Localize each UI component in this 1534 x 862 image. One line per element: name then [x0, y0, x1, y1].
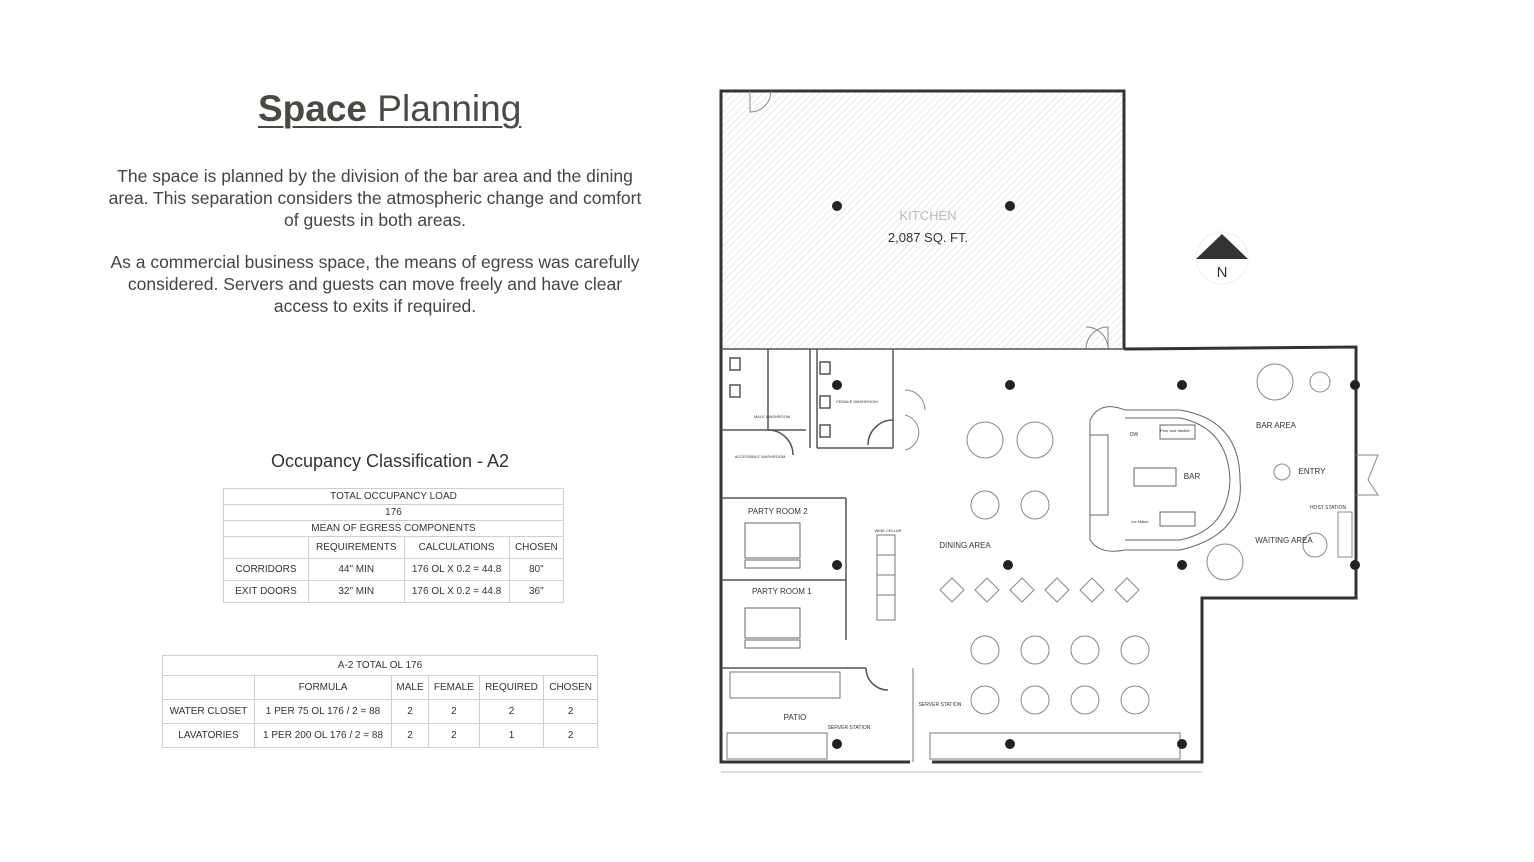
- column: [1005, 201, 1015, 211]
- table-cell: 36": [509, 581, 563, 603]
- column: [832, 201, 842, 211]
- female-washroom-label: FEMALE WASHROOM: [836, 399, 878, 404]
- kitchen-label: KITCHEN: [899, 208, 957, 223]
- table-cell: EXIT DOORS: [224, 581, 309, 603]
- dining-tables: [905, 390, 1149, 714]
- floor-plan: [700, 80, 1400, 800]
- patio-label: PATIO: [783, 713, 807, 722]
- table-cell: 1: [479, 724, 544, 748]
- party-room-2-label: PARTY ROOM 2: [748, 507, 808, 516]
- dw-label: DW: [1129, 432, 1139, 438]
- table-header: CHOSEN: [544, 676, 598, 700]
- server-station-label-2: SERVER STATION: [918, 702, 962, 708]
- table-cell: 44" MIN: [309, 559, 405, 581]
- table-header: REQUIRED: [479, 676, 544, 700]
- table-cell: 2: [544, 724, 598, 748]
- pour-station-label: Pour and distiller: [1160, 428, 1190, 433]
- host-station-label: HOST STATION: [1309, 505, 1347, 511]
- occupancy-title: Occupancy Classification - A2: [270, 451, 510, 471]
- total-occupancy-label: TOTAL OCCUPANCY LOAD: [224, 489, 564, 505]
- title-light: Planning: [377, 88, 522, 129]
- table-cell: 2: [428, 700, 479, 724]
- bar-area-seating: [1207, 364, 1378, 580]
- table-header: FEMALE: [428, 676, 479, 700]
- title-bold: Space: [258, 88, 368, 129]
- egress-paragraph: As a commercial business space, the means of egress was carefully considered. Servers and guests can move freely and have clear access to exits if required.: [110, 252, 640, 316]
- table-header: MALE: [392, 676, 429, 700]
- table-header: FORMULA: [255, 676, 392, 700]
- table-cell: 176 OL X 0.2 = 44.8: [404, 581, 509, 603]
- table-cell: CORRIDORS: [224, 559, 309, 581]
- table-row: [163, 724, 598, 748]
- occupancy-table: [223, 488, 564, 603]
- table-cell: 80": [509, 559, 563, 581]
- north-label: N: [1216, 264, 1228, 281]
- total-occupancy-value: 176: [224, 505, 564, 521]
- table-row: [163, 700, 598, 724]
- table-cell: 32" MIN: [309, 581, 405, 603]
- table-cell: 176 OL X 0.2 = 44.8: [404, 559, 509, 581]
- plumbing-title: A-2 TOTAL OL 176: [163, 656, 598, 676]
- page-title: [258, 88, 558, 130]
- table-header: REQUIREMENTS: [309, 537, 405, 559]
- table-cell: 2: [392, 700, 429, 724]
- table-header: CALCULATIONS: [404, 537, 509, 559]
- table-cell: WATER CLOSET: [163, 700, 255, 724]
- table-cell: 2: [479, 700, 544, 724]
- egress-components-label: MEAN OF EGRESS COMPONENTS: [224, 521, 564, 537]
- north-arrow: [1196, 232, 1248, 284]
- accessible-washroom-label: ACCESSIBLE WASHROOM: [734, 454, 786, 459]
- table-cell: 1 PER 75 OL 176 / 2 = 88: [255, 700, 392, 724]
- bar-area-label: BAR AREA: [1255, 421, 1297, 430]
- table-header-row: [163, 676, 598, 700]
- table-cell: 1 PER 200 OL 176 / 2 = 88: [255, 724, 392, 748]
- table-cell: 2: [428, 724, 479, 748]
- entry-label: ENTRY: [1298, 467, 1326, 476]
- plumbing-table: [162, 655, 598, 748]
- party-room-furniture: [745, 523, 800, 648]
- wine-cellar: [877, 535, 895, 620]
- kitchen-area-label: 2,087 SQ. FT.: [887, 230, 969, 245]
- table-cell: 2: [544, 700, 598, 724]
- ice-maker-label: Ice Maker: [1131, 519, 1149, 524]
- table-header: [163, 676, 255, 700]
- table-cell: 2: [392, 724, 429, 748]
- table-header: CHOSEN: [509, 537, 563, 559]
- table-header-row: [224, 537, 564, 559]
- party-room-1-label: PARTY ROOM 1: [752, 587, 812, 596]
- wine-cellar-label: WINE CELLAR: [874, 528, 902, 533]
- intro-paragraph: The space is planned by the division of the bar area and the dining area. This separation considers the atmospheric change and comfort of guests in both areas.: [108, 166, 642, 230]
- table-cell: LAVATORIES: [163, 724, 255, 748]
- table-row: [224, 559, 564, 581]
- waiting-area-label: WAITING AREA: [1255, 536, 1313, 545]
- table-row: [224, 581, 564, 603]
- male-washroom-label: MALE WASHROOM: [753, 414, 791, 419]
- bar-label: BAR: [1183, 472, 1201, 481]
- server-station-label: SERVER STATION: [827, 725, 871, 731]
- dining-area-label: DINING AREA: [939, 541, 991, 550]
- table-header: [224, 537, 309, 559]
